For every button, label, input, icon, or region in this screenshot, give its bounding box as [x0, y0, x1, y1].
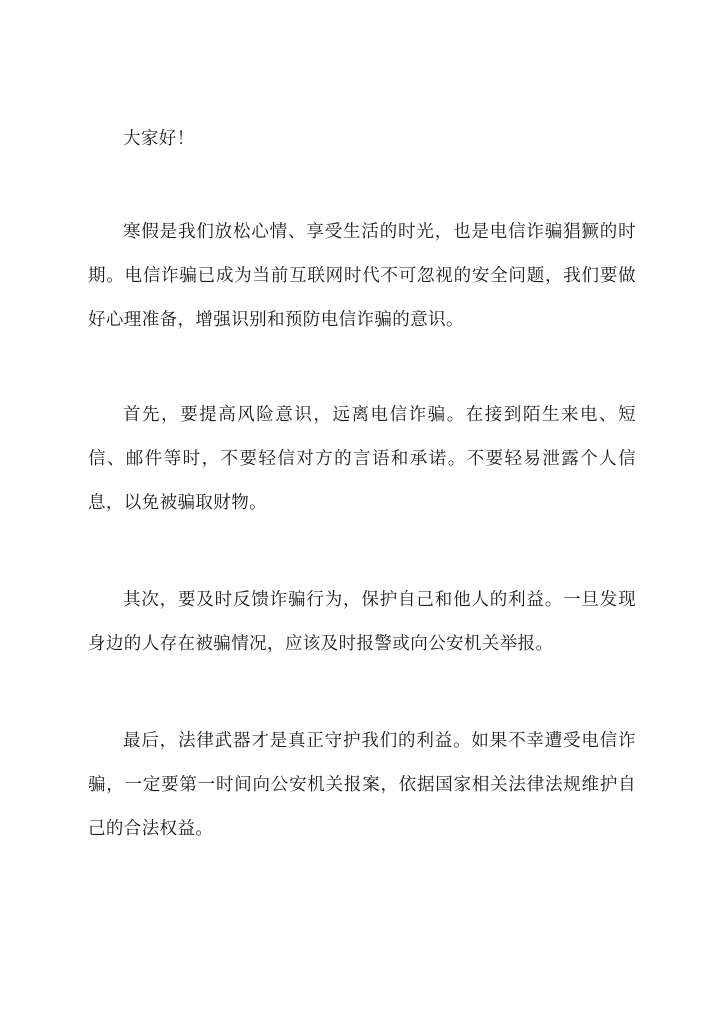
paragraph-second: 其次，要及时反馈诈骗行为，保护自己和他人的利益。一旦发现身边的人存在被骗情况，应该及时报警或向公安机关举报。	[88, 590, 636, 654]
greeting-text: 大家好！	[123, 129, 195, 149]
paragraph-first: 首先，要提高风险意识，远离电信诈骗。在接到陌生来电、短信、邮件等时，不要轻信对方的言语和承诺。不要轻易泄露个人信息，以免被骗取财物。	[88, 405, 636, 513]
paragraph-third: 最后，法律武器才是真正守护我们的利益。如果不幸遭受电信诈骗，一定要第一时间向公安机关报案，依据国家相关法律法规维护自己的合法权益。	[88, 731, 636, 839]
paragraph-intro: 寒假是我们放松心情、享受生活的时光，也是电信诈骗猖獗的时期。电信诈骗已成为当前互联网时代不可忽视的安全问题，我们要做好心理准备，增强识别和预防电信诈骗的意识。	[88, 222, 636, 330]
